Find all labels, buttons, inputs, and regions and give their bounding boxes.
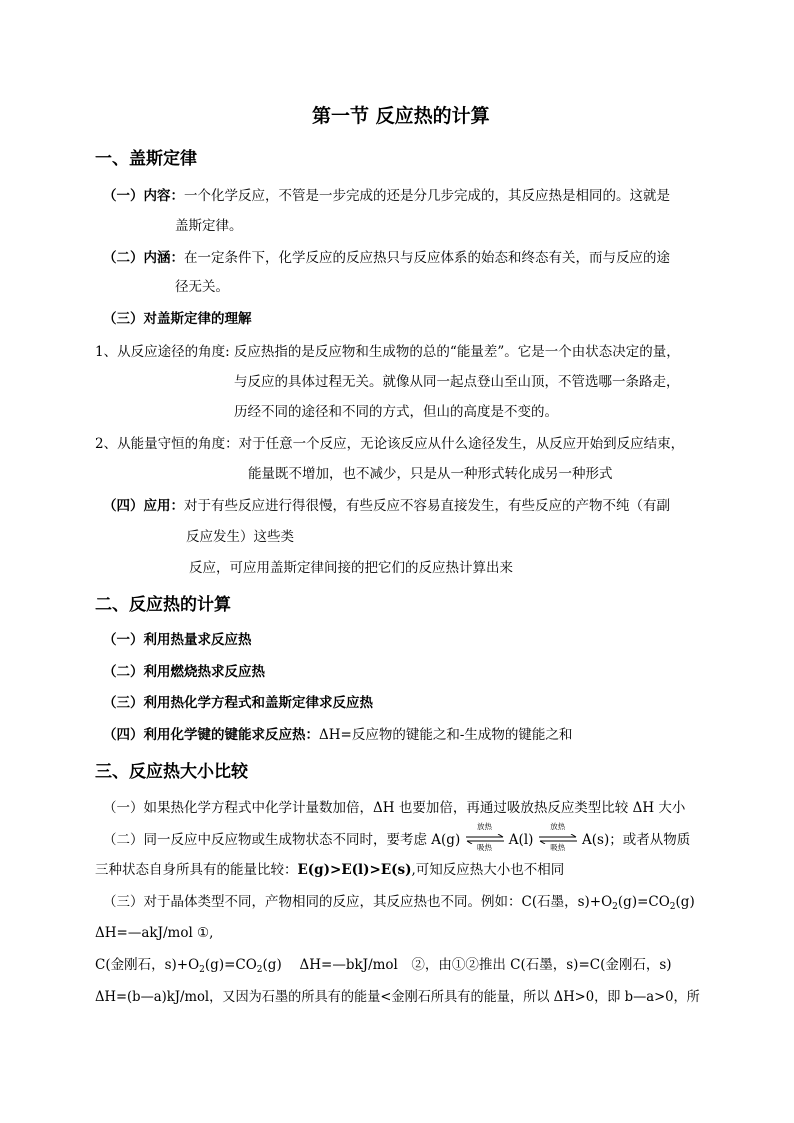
equilibrium-arrow-icon [538,822,578,852]
section-heading-hess-law: 一、盖斯定律 [95,149,197,169]
comparison-item-2-text-c: A(s)；或者从物质 [577,832,691,848]
calc-item-3: （三）利用热化学方程式和盖斯定律求反应热 [103,695,373,711]
subscript: 2 [612,902,618,912]
content-text: 一个化学反应，不管是一步完成的还是分几步完成的，其反应热是相同的。这就是 [184,188,670,204]
equation-2-text: (g) ΔH=—bkJ/mol ②，由①②推出 C(石墨，s)=C(金刚石，s) [262,957,672,973]
application-label: （四）应用： [103,498,184,514]
comparison-item-3-text: （三）对于晶体类型不同，产物相同的反应，其反应热也不同。例如：C(石墨，s)+O [103,894,613,910]
page-title: 第一节 反应热的计算 [312,105,490,127]
comparison-item-2-text-a: （二）同一反应中反应物或生成物状态不同时，要考虑 A(g) [103,832,465,848]
energy-compare-text: 三种状态自身所具有的能量比较： [95,862,298,878]
arrow-label-release: 放热 [477,822,493,831]
understanding-item-1-cont-1: 与反应的具体过程无关。就像从同一起点登山至山顶，不管选哪一条路走， [234,374,680,390]
application-paragraph [103,496,670,516]
understanding-heading: （三）对盖斯定律的理解 [103,311,252,327]
equation-2-text: C(金刚石，s)+O [95,957,200,973]
understanding-item-1-cont-2: 历经不同的途径和不同的方式，但山的高度是不变的。 [234,404,558,420]
section-heading-calculation: 二、反应热的计算 [95,595,231,615]
equation-2 [95,955,672,975]
comparison-item-3-text: (g) [675,894,695,910]
comparison-item-1: （一）如果热化学方程式中化学计量数加倍，ΔH 也要加倍，再通过吸放热反应类型比较 ΔH 大小 [103,800,686,816]
application-cont-2: 反应，可应用盖斯定律间接的把它们的反应热计算出来 [189,560,513,576]
equation-2-text: (g)=CO [204,957,257,973]
equation-1-enthalpy: ΔH=—akJ/mol ①, [95,925,214,941]
calc-item-2: （二）利用燃烧热求反应热 [103,664,265,680]
calc-item-4-formula: ΔH=反应物的键能之和-生成物的键能之和 [319,727,573,743]
connotation-text: 在一定条件下，化学反应的反应热只与反应体系的始态和终态有关，而与反应的途 [184,250,670,266]
connotation-paragraph [103,248,670,268]
content-label: （一）内容： [103,188,184,204]
connotation-label: （二）内涵： [103,250,184,266]
subscript: 2 [256,965,263,975]
connotation-continuation: 径无关。 [175,279,229,295]
enthalpy-conclusion: ΔH=(b—a)kJ/mol，又因为石墨的所具有的能量<金刚石所具有的能量，所以 ΔH>0，即 b—a>0，所 [95,989,700,1005]
calc-item-1: （一）利用热量求反应热 [103,632,252,648]
application-cont-1: 反应发生）这些类 [186,529,294,545]
comparison-item-3 [103,892,695,912]
content-paragraph [103,186,670,206]
section-heading-comparison: 三、反应热大小比较 [95,762,248,782]
energy-conclusion: ,可知反应热大小也不相同 [411,862,565,878]
understanding-item-2-cont: 能量既不增加，也不减少，只是从一种形式转化成另一种形式 [248,466,613,482]
calc-item-4 [103,725,572,745]
understanding-item-1: 1、从反应途径的角度: 反应热指的是反应物和生成物的总的“能量差”。它是一个由状态决定的量， [95,344,680,360]
energy-order: E(g)>E(l)>E(s) [297,862,412,878]
application-text: 对于有些反应进行得很慢，有些反应不容易直接发生，有些反应的产物不纯（有副 [184,498,670,514]
subscript: 2 [669,902,676,912]
arrow-label-absorb: 吸热 [477,843,493,852]
understanding-item-2: 2、从能量守恒的角度：对于任意一个反应，无论该反应从什么途径发生，从反应开始到反应结束， [95,436,685,452]
subscript: 2 [199,965,205,975]
calc-item-4-label: （四）利用化学键的键能求反应热： [103,727,319,743]
content-continuation: 盖斯定律。 [175,218,243,234]
comparison-item-3-text: (g)=CO [617,894,670,910]
arrow-label-release: 放热 [550,822,566,831]
comparison-item-2 [103,822,691,852]
equilibrium-arrow-icon [465,822,505,852]
comparison-item-2-text-b: A(l) [504,832,538,848]
arrow-label-absorb: 吸热 [550,843,566,852]
comparison-item-2-cont [95,860,564,880]
